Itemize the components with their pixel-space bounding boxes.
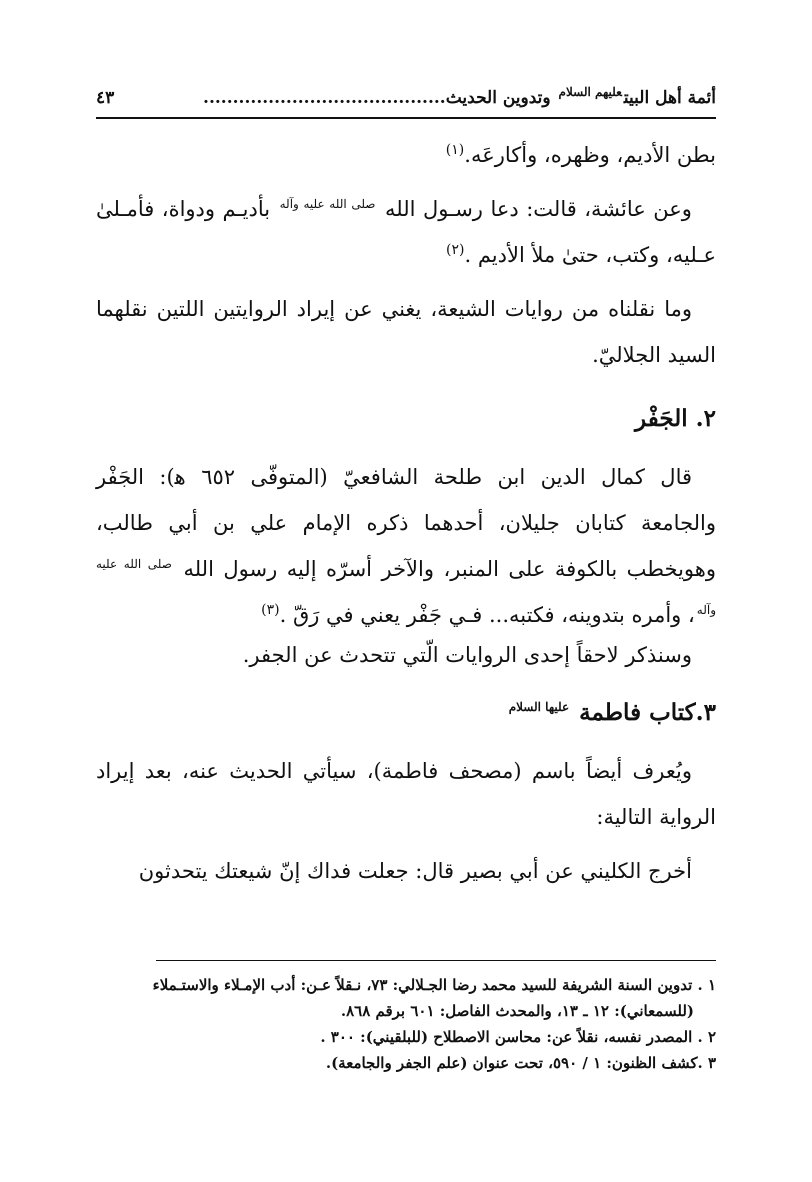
footnote-1: ١ . تدوين السنة الشريفة للسيد محمد رضا الجـلالي: ٧٣، نـقلاً عـن: أدب الإمـلاء والاستـملاء [152,976,716,994]
paragraph-6: ويُعرف أيضاً باسم (مصحف فاطمة)، سيأتي الحديث عنه، بعد إيراد الرواية التالية: [96,759,716,829]
footnote-ref-2: (٢) [446,242,465,258]
honorific-ligature: صلى الله عليه وآله [96,557,716,617]
paragraph-3: وما نقلناه من روايات الشيعة، يغني عن إيراد الروايتين اللتين نقلهما السيد الجلاليّ. [96,297,716,367]
paragraph-4-text-a: قال كمال الدين ابن طلحة الشافعيّ (المتوفّى ٦٥٢ ﻫ): الجَفْر والجامعة كتابان جليلان، أحدهما ذكره الإمام علي بن أبي طالب، وهويخطب بالكوفة على المنبر، والآخر أسرّه إليه رسول الله [96,465,716,581]
footnotes [96,972,716,1076]
paragraph-2-text-a: وعن عائشة، قالت: دعا رسـول الله [385,197,692,221]
section-heading-fatima-text: ٣.كتاب فاطمة [579,699,716,726]
header-dot-leader: ......................................... [203,88,446,108]
footnote-1-continued: (للسمعاني): ١٢ ـ ١٣، والمحدث الفاصل: ٦٠١ برقم ٨٦٨. [340,1002,694,1020]
paragraph-4-text-b: ، وأمره بتدوينه، فكتبه... فـي جَفْر يعني في رَقّ . [279,603,695,627]
header-rule [96,117,716,119]
header-title [203,85,716,108]
honorific-ligature: عليهم السلام [558,85,622,100]
honorific-ligature: عليها السلام [508,700,570,715]
paragraph-2-text-b: بأديـم ودواة، فأمـلىٰ عـليه، وكتب، حتىٰ ملأ الأديم . [96,197,716,267]
paragraph-1-text: بطن الأديم، وظهره، وأكارعَه. [464,143,716,167]
footnote-rule [156,960,716,961]
footnote-ref-1: (١) [445,142,465,158]
paragraph-5: وسنذكر لاحقاً إحدى الروايات الّتي تتحدث عن الجفر. [242,643,692,667]
paragraph-4 [96,454,716,638]
footnote-ref-3: (٣) [261,602,280,618]
paragraph-1 [96,132,716,178]
page-number: ٤٣ [96,88,115,108]
header-title-text: أئمة أهل البيت [623,88,716,108]
paragraph-7: أخرج الكليني عن أبي بصير قال: جعلت فداك إنّ شيعتك يتحدثون [138,859,692,883]
main-text [96,132,716,894]
running-header [96,74,716,108]
section-heading-fatima [96,690,716,736]
honorific-ligature: صلى الله عليه وآله [279,197,376,211]
footnote-3: ٣ .كشف الظنون: ١ / ٥٩٠، تحت عنوان (علم الجفر والجامعة). [325,1054,716,1072]
header-title-rest: وتدوين الحديث [445,88,551,108]
section-heading-jafr: ٢. الجَفْر [635,405,716,432]
paragraph-2 [96,186,716,278]
footnote-2: ٢ . المصدر نفسه، نقلاً عن: محاسن الاصطلاح (للبلقيني): ٣٠٠ . [320,1028,716,1046]
